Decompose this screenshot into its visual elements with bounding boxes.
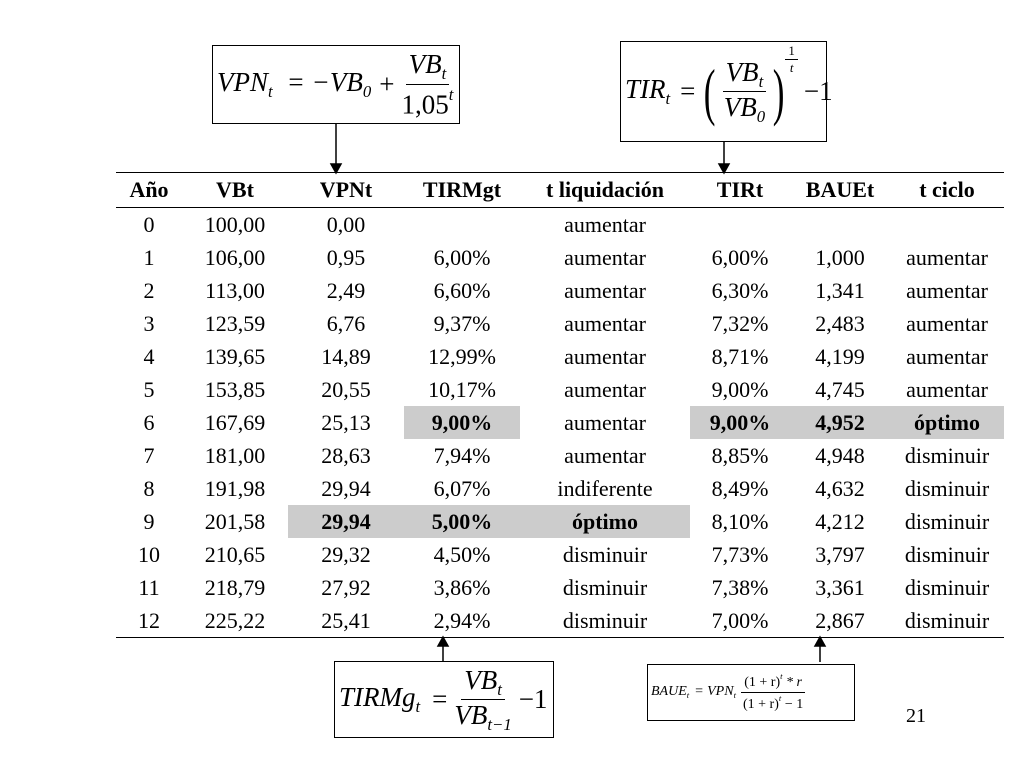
table-cell: 2,49 [326,277,366,303]
table-cell: óptimo [520,505,690,538]
table-cell: 0 [143,211,155,237]
vpn-lhs: $VPN_t$ [217,67,273,101]
baue-lhs: $BAUE_t$ [651,684,690,701]
tirmg-lhs: TIRMg$_t$ [339,682,421,716]
vpn-eq: = $-VB_0$ [286,67,372,101]
table-cell: 4,745 [815,376,865,402]
table-cell: 9,00% [711,376,769,402]
table-row [116,208,1004,242]
table-cell [890,208,1004,242]
table-cell: 0,00 [326,211,366,237]
table-cell: 6,07% [433,475,491,501]
table-cell: 3,797 [815,541,865,567]
table-cell: 20,55 [321,376,371,402]
table-cell: 1 [143,244,155,270]
tir-paren-open: ( [704,55,716,127]
tir-fraction: $\frac{VB_t}{VB_0}$ [723,56,766,126]
table-cell: disminuir [562,541,648,567]
table-cell: 106,00 [204,244,266,270]
tirmg-formula-box [334,661,554,738]
table-cell: 29,94 [288,505,404,538]
tirmg-arrow-head [438,637,448,646]
table-cell: disminuir [904,574,990,600]
table-cell: 10 [138,541,160,567]
table-cell: 7,32% [711,310,769,336]
table-cell: 4,948 [815,442,865,468]
baue-formula [651,665,854,720]
table-cell: 28,63 [321,442,371,468]
table-cell: aumentar [906,277,988,303]
table-cell: disminuir [904,475,990,501]
table-row [116,571,1004,604]
table-cell: 3 [143,310,155,336]
table-cell: indiferente [557,475,653,501]
table-cell: 11 [138,574,160,600]
baue-formula-box [647,664,855,721]
table-cell: 12 [116,604,182,638]
vpn-fraction: $\frac{VB_t}{1,05^t}$ [401,49,454,120]
table-row [116,241,1004,274]
column-header: Año [116,173,182,208]
tirmg-fraction: $\frac{VB_t}{VB_{t-1}}$ [454,664,512,734]
table-cell: 25,41 [288,604,404,638]
column-header: TIRt [690,173,790,208]
table-cell: 7,94% [433,442,491,468]
table-cell: 7 [143,442,155,468]
table-cell: aumentar [906,310,988,336]
table-cell: aumentar [906,343,988,369]
table-cell: 2,867 [790,604,890,638]
table-cell: aumentar [564,442,646,468]
table-row [116,307,1004,340]
table-cell: 8,71% [711,343,769,369]
tirmg-eq: = [432,684,448,714]
table-cell: 4,212 [815,508,865,534]
table-cell: 8,10% [711,508,769,534]
table-cell: disminuir [562,574,648,600]
table-cell: disminuir [520,604,690,638]
tir-paren-close: ) [772,55,785,127]
table-cell: 8,85% [711,442,769,468]
table-cell: 8,49% [711,475,769,501]
column-header: BAUEt [790,173,890,208]
table-cell: 4,632 [815,475,865,501]
table-row [116,505,1004,538]
table-cell: 123,59 [204,310,266,336]
table-cell [404,208,520,242]
table-cell: 9,37% [433,310,491,336]
table-cell: disminuir [890,604,1004,638]
column-header: t ciclo [890,173,1004,208]
table-cell: óptimo [890,406,1004,439]
table-cell: 0,95 [326,244,366,270]
table-cell: 29,32 [321,541,371,567]
table-cell: 1,341 [815,277,865,303]
table-cell: 9 [143,508,155,534]
table-cell: 4,50% [433,541,491,567]
table-row [116,340,1004,373]
table-cell: 6 [143,409,155,435]
table-cell: 5,00% [404,505,520,538]
table-cell: 181,00 [204,442,266,468]
table-cell: 14,89 [321,343,371,369]
table-cell [690,208,790,242]
tir-eq: = [680,76,696,106]
table-cell: 8 [143,475,155,501]
table-cell: 201,58 [204,508,266,534]
baue-eq: = $VPN_t$ [694,684,736,701]
table-cell: 113,00 [205,277,265,303]
table-cell: 6,00% [433,244,491,270]
table-cell: 10,17% [428,376,496,402]
table-cell: 3,361 [815,574,865,600]
table-row [116,538,1004,571]
table-cell: aumentar [564,409,646,435]
tir-exponent: $\frac{1}{t}$ [785,44,798,74]
baue-arrow-head [815,637,825,646]
vpn-plus: + [379,69,395,99]
page-number: 21 [906,705,926,727]
table-cell: 6,76 [326,310,366,336]
table-cell: 100,00 [204,211,266,237]
column-header: VPNt [288,173,404,208]
table-cell: 2,483 [815,310,865,336]
table-cell: 6,60% [433,277,491,303]
tir-minus-one: −1 [803,76,833,106]
tir-lhs: $TIR_t$ [625,74,671,108]
table-cell: aumentar [564,310,646,336]
table-cell: 167,69 [204,409,266,435]
table-header [116,173,1004,208]
table-cell: 153,85 [204,376,266,402]
table-cell: 2,94% [404,604,520,638]
table-cell: 25,13 [321,409,371,435]
table-cell: disminuir [904,541,990,567]
table-cell: aumentar [906,244,988,270]
table-body [116,208,1004,638]
table-cell: 139,65 [204,343,266,369]
table-cell: 9,00% [690,406,790,439]
table-cell: 3,86% [433,574,491,600]
table-row [116,274,1004,307]
table-cell: aumentar [564,244,646,270]
table-cell: 218,79 [204,574,266,600]
table-row [116,472,1004,505]
table-cell: aumentar [564,277,646,303]
table-cell: 225,22 [182,604,288,638]
table-cell: 191,98 [204,475,266,501]
table-cell: 7,73% [711,541,769,567]
table-cell: 29,94 [321,475,371,501]
table-cell: aumentar [564,211,646,237]
column-header: VBt [182,173,288,208]
table-cell: 9,00% [404,406,520,439]
table-row [116,439,1004,472]
table-cell [790,208,890,242]
baue-fraction: $\frac{(1 + r)^t * r}{(1 + r)^t - 1}$ [743,671,804,712]
table-cell: aumentar [564,343,646,369]
table-cell: 5 [143,376,155,402]
table-cell: 6,00% [711,244,769,270]
table-row [116,406,1004,439]
tirmg-formula [339,662,553,737]
table-cell: 2 [143,277,155,303]
table-cell: disminuir [904,442,990,468]
results-table [116,172,1004,638]
table-cell: 7,00% [690,604,790,638]
column-header: TIRMgt [404,173,520,208]
table-cell: 4,952 [790,406,890,439]
table-cell: 7,38% [711,574,769,600]
table-cell: 210,65 [204,541,266,567]
tirmg-minus-one: −1 [518,684,548,714]
table-cell: aumentar [906,376,988,402]
table-cell: 4 [143,343,155,369]
table-cell: 1,000 [815,244,865,270]
table-cell: 6,30% [711,277,769,303]
table-cell: 4,199 [815,343,865,369]
table-cell: disminuir [904,508,990,534]
table-cell: 12,99% [428,343,496,369]
table-row [116,604,1004,638]
table-row [116,373,1004,406]
column-header: t liquidación [520,173,690,208]
table-cell: aumentar [564,376,646,402]
table-cell: 27,92 [321,574,371,600]
